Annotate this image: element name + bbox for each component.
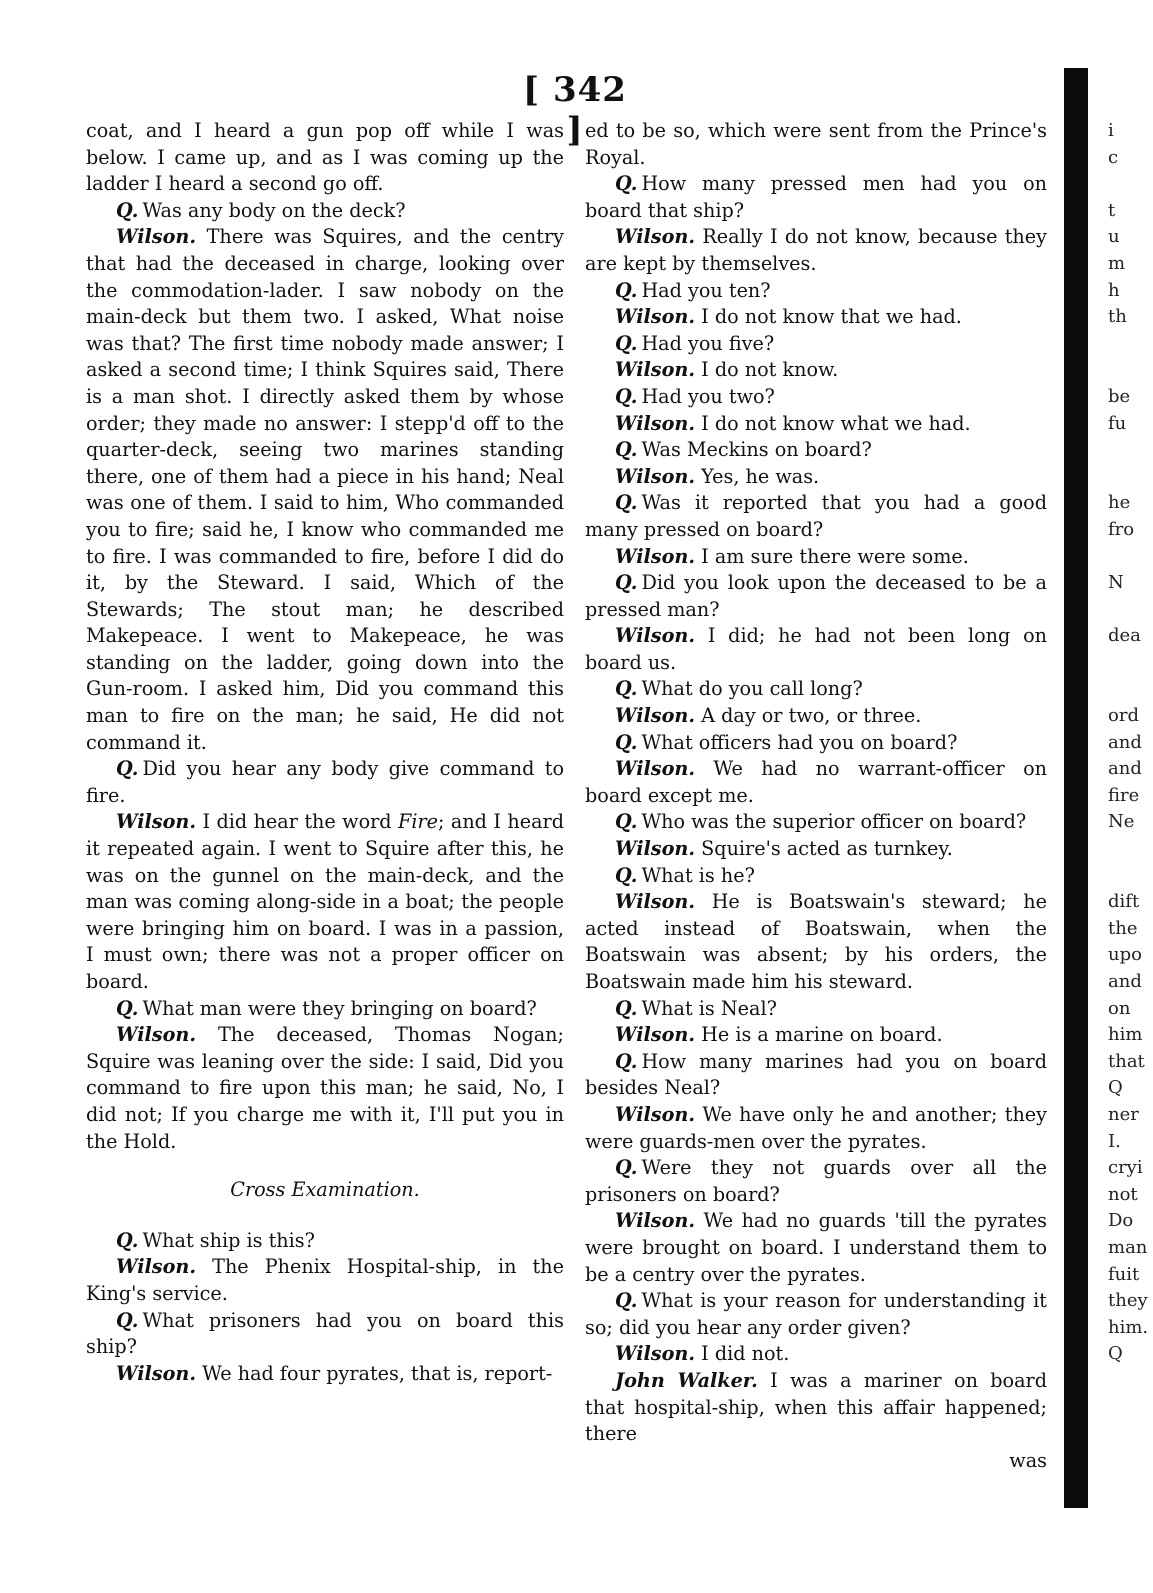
answer — [585, 836, 1047, 863]
speaker-name: Wilson. — [615, 358, 696, 382]
edge-fragment — [1108, 836, 1153, 863]
question-mark: Q. — [615, 438, 638, 462]
edge-fragment: him — [1108, 1024, 1143, 1046]
speaker-name: Wilson. — [615, 624, 696, 648]
edge-fragment: and — [1108, 758, 1142, 780]
answer — [585, 703, 1047, 730]
question-mark: Q. — [615, 863, 638, 887]
question-mark: Q. — [615, 278, 638, 302]
catchword: was — [1009, 1448, 1047, 1472]
edge-fragment — [1108, 357, 1153, 384]
edge-fragment: N — [1108, 572, 1124, 594]
speaker-name: Wilson. — [615, 1023, 696, 1047]
speaker-name: Wilson. — [615, 704, 696, 728]
edge-fragment: and — [1108, 731, 1142, 753]
edge-fragment: they — [1108, 1290, 1148, 1312]
answer-text: He is a marine on board. — [701, 1023, 943, 1047]
question-mark: Q. — [615, 1049, 638, 1073]
edge-fragment — [1108, 171, 1153, 198]
answer-text: We had four pyrates, that is, report- — [202, 1361, 553, 1385]
answer-text: I do not know that we had. — [701, 305, 962, 329]
speaker-name: Wilson. — [615, 305, 696, 329]
question — [585, 490, 1047, 543]
edge-fragment: ner — [1108, 1103, 1139, 1125]
edge-fragment: and — [1108, 971, 1142, 992]
edge-fragment: fu — [1108, 412, 1127, 434]
answer-text: I do not know. — [701, 358, 839, 382]
question — [585, 996, 1047, 1023]
question-text: How many pressed men had you on board that ship? — [585, 172, 1047, 222]
right-column — [585, 118, 1047, 1474]
question-text: Was it reported that you had a good many pressed on board? — [585, 491, 1047, 541]
edge-fragment: him. — [1108, 1316, 1149, 1338]
question — [585, 863, 1047, 890]
answer-text: We had no guards 'till the pyrates were brought on board. I understand them to be a centry over the pyrates. — [585, 1209, 1047, 1286]
question-text: Had you five? — [641, 331, 775, 355]
edge-fragment: fro — [1108, 518, 1135, 540]
question-text: What is he? — [641, 863, 755, 887]
edge-fragment — [1108, 544, 1153, 571]
edge-fragment — [1108, 464, 1153, 491]
speaker-name: John Walker. — [615, 1368, 758, 1392]
question-mark: Q. — [615, 730, 638, 754]
answer — [585, 544, 1047, 571]
paragraph: ed to be so, which were sent from the Prince's Royal. — [585, 119, 1047, 169]
edge-fragment: h — [1108, 279, 1120, 301]
paragraph: coat, and I heard a gun pop off while I was below. I came up, and as I was coming up the ladder I heard a second go off. — [86, 119, 564, 196]
question-text: Were they not guards over all the prisoners on board? — [585, 1156, 1047, 1206]
question — [585, 676, 1047, 703]
question — [585, 171, 1047, 224]
edge-fragment: fire — [1108, 784, 1140, 806]
question — [585, 437, 1047, 464]
answer-text: The Phenix Hospital-ship, in the King's service. — [86, 1255, 564, 1305]
question-text: Was Meckins on board? — [641, 438, 872, 462]
answer — [585, 756, 1047, 809]
edge-fragment: Q — [1108, 1343, 1123, 1365]
question — [585, 730, 1047, 757]
answer-text: A day or two, or three. — [701, 704, 922, 728]
answer-text: The deceased, Thomas Nogan; Squire was leaning over the side: I said, Did you command to fire upon this man; he said, No, I did not; If you charge me with it, I'll put you in the Hold. — [86, 1023, 564, 1153]
question-text: What is your reason for understanding it so; did you hear any order given? — [585, 1289, 1047, 1339]
question-text: Was any body on the deck? — [142, 198, 406, 222]
edge-fragment — [1108, 650, 1153, 677]
edge-fragment: Do — [1108, 1210, 1134, 1232]
answer-text: I did hear the word — [202, 810, 392, 834]
left-column — [86, 118, 564, 1387]
answer — [585, 1341, 1047, 1368]
speaker-name: Wilson. — [615, 1209, 696, 1233]
question — [86, 996, 564, 1023]
question-mark: Q. — [615, 491, 638, 515]
answer — [86, 1022, 564, 1155]
edge-fragment: dift — [1108, 891, 1140, 913]
edge-fragment: the — [1108, 917, 1138, 939]
edge-fragment: man — [1108, 1236, 1148, 1258]
answer — [585, 1208, 1047, 1288]
question-text: Did you hear any body give command to fire. — [86, 757, 564, 807]
question — [86, 1228, 564, 1255]
question-text: What officers had you on board? — [641, 730, 958, 754]
next-page-edge-column — [1108, 118, 1153, 1518]
answer — [585, 357, 1047, 384]
answer — [86, 1254, 564, 1307]
question — [585, 1049, 1047, 1102]
question — [86, 198, 564, 225]
answer — [585, 1022, 1047, 1049]
edge-fragment: be — [1108, 385, 1131, 407]
edge-fragment — [1108, 331, 1153, 358]
testimony — [585, 1368, 1047, 1448]
answer — [86, 809, 564, 995]
question-text: Who was the superior officer on board? — [641, 810, 1027, 834]
edge-fragment: cryi — [1108, 1157, 1143, 1179]
answer-text: I do not know what we had. — [701, 411, 971, 435]
question-text: What do you call long? — [641, 677, 863, 701]
speaker-name: Wilson. — [615, 464, 696, 488]
answer — [585, 464, 1047, 491]
answer-text: We had no warrant-officer on board except me. — [585, 757, 1047, 807]
edge-fragment: i — [1108, 120, 1114, 141]
binding-gutter-shadow — [1064, 68, 1088, 1508]
edge-fragment — [1108, 437, 1153, 464]
edge-fragment: t — [1108, 199, 1116, 221]
answer — [585, 224, 1047, 277]
edge-fragment: dea — [1108, 625, 1141, 647]
question — [585, 570, 1047, 623]
question-mark: Q. — [615, 571, 638, 595]
question-text: What man were they bringing on board? — [142, 996, 537, 1020]
section-heading: Cross Examination. — [230, 1178, 420, 1202]
edge-fragment: Q — [1108, 1077, 1123, 1099]
question-mark: Q. — [116, 757, 139, 781]
edge-fragment — [1108, 597, 1153, 624]
question-mark: Q. — [615, 172, 638, 196]
speaker-name: Wilson. — [615, 1342, 696, 1366]
speaker-name: Wilson. — [615, 1102, 696, 1126]
speaker-name: Wilson. — [116, 1255, 197, 1279]
question — [86, 1308, 564, 1361]
speaker-name: Wilson. — [615, 544, 696, 568]
edge-fragment: c — [1108, 146, 1119, 168]
question-mark: Q. — [615, 384, 638, 408]
speaker-name: Wilson. — [615, 225, 696, 249]
answer-text: There was Squires, and the centry that had the deceased in charge, looking over the commodation-lader. I saw nobody on the main-deck but them two. I asked, What noise was that? The first time nobody made answer; I asked a second time; I think Squires said, There is a man shot. I directly asked them by whose order; they made no answer: I stepp'd off to the quarter-deck, seeing two marines standing there, one of them had a piece in his hand; Neal was one of them. I said to him, Who commanded you to fire; said he, I know who commanded me to fire. I was commanded to fire, before I did do it, by the Steward. I said, Which of the Stewards; The stout man; he described Makepeace. I went to Makepeace, he was standing on the ladder, going down into the Gun-room. I asked him, Did you command this man to fire on the man; he said, He did not command it. — [86, 225, 564, 754]
answer — [585, 1102, 1047, 1155]
question-mark: Q. — [615, 677, 638, 701]
answer — [585, 623, 1047, 676]
answer-text: Squire's acted as turnkey. — [701, 837, 953, 861]
question — [585, 331, 1047, 358]
edge-fragment: ord — [1108, 705, 1139, 727]
edge-fragment: that — [1108, 1050, 1145, 1072]
edge-fragment: on — [1108, 997, 1131, 1019]
question-mark: Q. — [615, 996, 638, 1020]
edge-fragment: I. — [1108, 1130, 1121, 1152]
speaker-name: Wilson. — [615, 411, 696, 435]
question-text: What ship is this? — [142, 1228, 315, 1252]
answer — [86, 1361, 564, 1388]
edge-fragment: Ne — [1108, 811, 1135, 833]
question-text: How many marines had you on board besides Neal? — [585, 1049, 1047, 1100]
edge-fragment: not — [1108, 1183, 1138, 1205]
answer-text: I did; he had not been long on board us. — [585, 624, 1047, 674]
question-text: Had you ten? — [641, 278, 771, 302]
speaker-name: Wilson. — [116, 225, 197, 249]
question-mark: Q. — [615, 810, 638, 834]
edge-fragment — [1108, 863, 1153, 890]
question — [86, 756, 564, 809]
edge-fragment: fuit — [1108, 1263, 1140, 1285]
question — [585, 384, 1047, 411]
question — [585, 1288, 1047, 1341]
edge-fragment: he — [1108, 492, 1131, 514]
speaker-name: Wilson. — [116, 1361, 197, 1385]
answer-text: Really I do not know, because they are kept by themselves. — [585, 225, 1047, 275]
question-mark: Q. — [116, 198, 139, 222]
question-text: Did you look upon the deceased to be a pressed man? — [585, 571, 1047, 621]
speaker-name: Wilson. — [116, 810, 197, 834]
emphasis-fire: Fire — [398, 810, 438, 834]
answer-text: I did not. — [701, 1342, 790, 1366]
edge-fragment: th — [1108, 306, 1127, 328]
question-mark: Q. — [615, 331, 638, 355]
speaker-name: Wilson. — [615, 890, 696, 914]
answer-text: I am sure there were some. — [701, 544, 969, 568]
edge-fragment: upo — [1108, 944, 1142, 966]
speaker-name: Wilson. — [116, 1023, 197, 1047]
answer — [86, 224, 564, 756]
edge-fragment: u — [1108, 226, 1120, 248]
answer — [585, 304, 1047, 331]
answer-text: ; and I heard it repeated again. I went to Squire after this, he was on the gunnel on the main-deck, and the man was coming along-side in a boat; the people were bringing him on board. I was in a passion, I must own; there was not a proper officer on board. — [86, 810, 564, 993]
speaker-name: Wilson. — [615, 837, 696, 861]
question-text: Had you two? — [641, 384, 775, 408]
answer — [585, 411, 1047, 438]
page-number: [ 342 ] — [523, 70, 627, 150]
question — [585, 809, 1047, 836]
question-mark: Q. — [116, 996, 139, 1020]
question-text: What prisoners had you on board this ship? — [86, 1308, 564, 1359]
edge-fragment: m — [1108, 252, 1126, 274]
answer-text: Yes, he was. — [701, 464, 820, 488]
question-mark: Q. — [116, 1228, 139, 1252]
question-mark: Q. — [615, 1289, 638, 1313]
speaker-name: Wilson. — [615, 757, 696, 781]
edge-fragment — [1108, 676, 1153, 703]
question-mark: Q. — [116, 1308, 139, 1332]
question — [585, 1155, 1047, 1208]
answer-text: We have only he and another; they were guards-men over the pyrates. — [585, 1102, 1047, 1153]
question-text: What is Neal? — [641, 996, 777, 1020]
answer — [585, 889, 1047, 995]
answer-text: He is Boatswain's steward; he acted instead of Boatswain, when the Boatswain was absent; by his orders, the Boatswain made him his steward. — [585, 890, 1047, 993]
question — [585, 278, 1047, 305]
question-mark: Q. — [615, 1156, 638, 1180]
testimony-text: I was a mariner on board that hospital-ship, when this affair happened; there — [585, 1368, 1047, 1446]
